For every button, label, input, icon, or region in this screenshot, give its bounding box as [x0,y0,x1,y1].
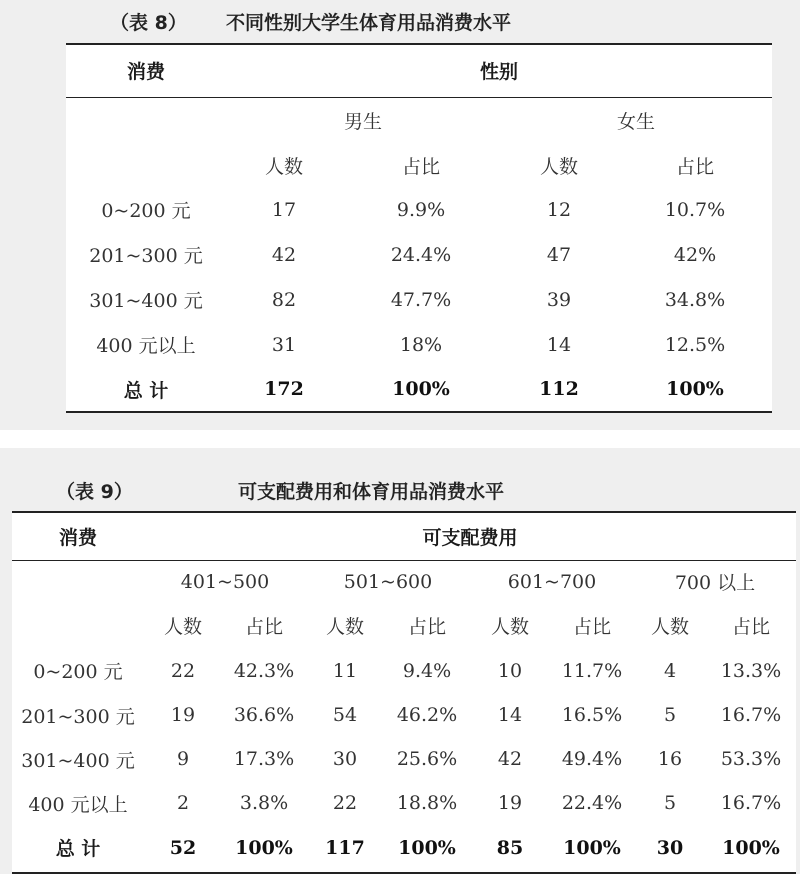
table-cell: 9.9% [396,198,446,221]
total-cell: 85 [496,836,524,859]
table-cell: 2 [176,792,190,814]
table-cell: 13.3% [720,659,782,682]
table-row [12,781,796,825]
table-row [66,187,772,232]
table-cell: 11 [332,659,358,682]
table-cell: 25.6% [396,748,458,770]
table-cell: 16.7% [720,704,782,726]
table-cell: 82 [271,288,297,311]
table-cell: 18.8% [396,792,458,814]
table8-caption-number: （表 8） [110,12,187,34]
table8-group-row [66,97,772,143]
table-cell: 14 [546,333,572,356]
table-cell: 12 [546,198,572,221]
row-label: 301~400 元 [21,749,135,772]
row-label: 0~200 元 [101,200,191,222]
table-cell: 11.7% [561,659,623,682]
table8-col-count: 人数 [264,155,303,178]
total-cell: 100% [398,836,456,859]
total-cell: 100% [563,836,621,859]
total-cell: 112 [539,378,579,400]
table9-panel [0,448,800,874]
table-cell: 49.4% [561,748,623,770]
table-row [12,693,796,737]
total-cell: 100% [392,378,450,400]
table9-group: 601~700 [507,570,597,593]
table-cell: 18% [399,333,443,356]
table8-group-male: 男生 [343,110,382,133]
table-cell: 9.4% [402,659,452,682]
table-cell: 30 [332,748,358,770]
table8-col-ratio: 占比 [401,155,440,178]
table8-header-gender: 性别 [226,45,772,97]
table9-caption-number: （表 9） [56,481,133,503]
row-label: 400 元以上 [28,793,128,816]
table-cell: 47 [546,243,572,266]
table-cell: 3.8% [239,792,289,814]
table-cell: 4 [663,659,677,682]
table-cell: 22 [170,659,196,682]
table9-header-consumption: 消费 [12,513,144,560]
table-total-row [12,825,796,870]
table-cell: 42 [271,243,297,266]
table-cell: 39 [546,288,572,311]
table8-header-consumption: 消费 [66,45,226,97]
table-cell: 16.5% [561,704,623,726]
table9-group-row [12,560,796,603]
table8-panel [0,0,800,430]
table8-header-row [66,45,772,97]
table-cell: 36.6% [233,704,295,726]
row-label: 201~300 元 [21,705,135,728]
total-cell: 52 [169,836,197,859]
table-cell: 31 [271,333,297,356]
table9-group: 501~600 [343,570,433,593]
total-cell: 100% [666,378,724,400]
table-cell: 19 [170,704,196,726]
table-cell: 42.3% [233,659,295,682]
row-label: 0~200 元 [33,661,123,683]
row-label: 400 元以上 [96,335,196,357]
table-cell: 10.7% [664,198,726,221]
total-label: 总 计 [123,379,169,402]
row-label: 201~300 元 [89,245,203,267]
table9 [12,511,796,874]
total-label: 总 计 [55,838,101,860]
table-cell: 42 [497,748,523,770]
table-cell: 17.3% [233,748,295,770]
table-cell: 34.8% [664,288,726,311]
table-cell: 53.3% [720,748,782,770]
table9-col-count: 人数 [163,616,202,638]
table-cell: 46.2% [396,704,458,726]
table-cell: 12.5% [664,333,726,356]
table-cell: 19 [497,792,523,814]
table-cell: 17 [271,198,297,221]
table-cell: 24.4% [390,243,452,266]
table-row [12,648,796,693]
total-cell: 172 [264,378,304,400]
table9-col-ratio: 占比 [244,616,283,638]
table8-caption-title: 不同性别大学生体育用品消费水平 [226,12,512,34]
table9-subheader-row [12,603,796,648]
table-total-row [66,367,772,411]
table9-group: 401~500 [180,570,270,593]
row-label: 301~400 元 [89,290,203,312]
table-row [66,322,772,367]
table-cell: 54 [332,704,358,726]
table-cell: 42% [673,243,717,266]
table-cell: 16.7% [720,792,782,814]
table-cell: 10 [497,659,523,682]
table9-col-ratio: 占比 [732,616,771,638]
total-cell: 100% [235,836,293,859]
table8-col-ratio: 占比 [676,155,715,178]
table-cell: 47.7% [390,288,452,311]
table9-col-count: 人数 [325,616,364,638]
table9-header-row [12,513,796,560]
table9-col-ratio: 占比 [407,616,446,638]
table9-group: 700 以上 [674,572,756,595]
total-cell: 100% [722,836,780,859]
total-cell: 30 [656,836,684,859]
table-row [12,737,796,781]
table8-subheader-row [66,143,772,187]
table-cell: 5 [663,792,677,814]
table-cell: 14 [497,704,523,726]
table-cell: 9 [176,748,190,770]
table8-group-female: 女生 [617,110,656,133]
table-cell: 22 [332,792,358,814]
table9-caption-title: 可支配费用和体育用品消费水平 [238,481,505,503]
table-cell: 22.4% [561,792,623,814]
table-row [66,232,772,277]
table8-col-count: 人数 [539,155,578,178]
table-row [66,277,772,322]
total-cell: 117 [325,836,365,859]
table-cell: 16 [657,748,683,770]
table9-col-count: 人数 [490,616,529,638]
table9-col-ratio: 占比 [572,616,611,638]
table-cell: 5 [663,704,677,726]
table9-header-disposable: 可支配费用 [144,513,796,560]
table8 [66,43,772,413]
table9-col-count: 人数 [650,616,689,638]
